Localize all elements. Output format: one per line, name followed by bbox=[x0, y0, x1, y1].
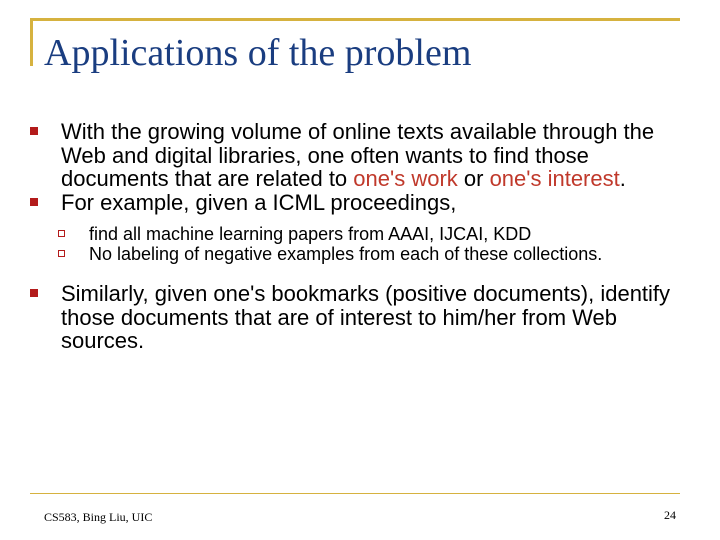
bullet-item-2 bbox=[30, 191, 700, 215]
bullet-2-sublist bbox=[30, 224, 700, 264]
bullet-1-text-part-5: . bbox=[619, 166, 626, 191]
bullet-2-text: For example, given a ICML proceedings, bbox=[61, 189, 457, 215]
filled-square-bullet-icon bbox=[30, 127, 38, 135]
page-number: 24 bbox=[664, 508, 676, 522]
footer-rule bbox=[30, 493, 680, 494]
title-frame-top-rule bbox=[30, 18, 680, 21]
bullet-item-1 bbox=[30, 120, 700, 191]
sub-bullet-2-text: No labeling of negative examples from each of these collections. bbox=[89, 244, 603, 264]
bullet-1-highlight-work: one's work bbox=[353, 166, 458, 191]
slide-content bbox=[30, 120, 700, 353]
bullet-1-text-part-1: With the growing volume of online texts available through the Web and digital libraries, one often wants to find those documents that are related to bbox=[61, 119, 655, 191]
slide-title: Applications of the problem bbox=[44, 32, 472, 74]
bullet-1-highlight-interest: one's interest bbox=[489, 166, 620, 191]
sub-bullet-item-2 bbox=[30, 244, 700, 264]
footer-course-label: CS583, Bing Liu, UIC bbox=[44, 510, 153, 524]
title-frame-left-rule bbox=[30, 18, 33, 66]
sub-bullet-item-1 bbox=[30, 224, 700, 244]
hollow-square-bullet-icon bbox=[58, 250, 65, 257]
filled-square-bullet-icon bbox=[30, 289, 38, 297]
filled-square-bullet-icon bbox=[30, 198, 38, 206]
bullet-3-text: Similarly, given one's bookmarks (positive documents), identify those documents that are of interest to him/her from Web sources. bbox=[61, 281, 671, 353]
bullet-item-3 bbox=[30, 282, 700, 353]
hollow-square-bullet-icon bbox=[58, 230, 65, 237]
bullet-1-text-part-3: or bbox=[457, 166, 490, 191]
sub-bullet-1-text: find all machine learning papers from AAAI, IJCAI, KDD bbox=[89, 224, 532, 244]
